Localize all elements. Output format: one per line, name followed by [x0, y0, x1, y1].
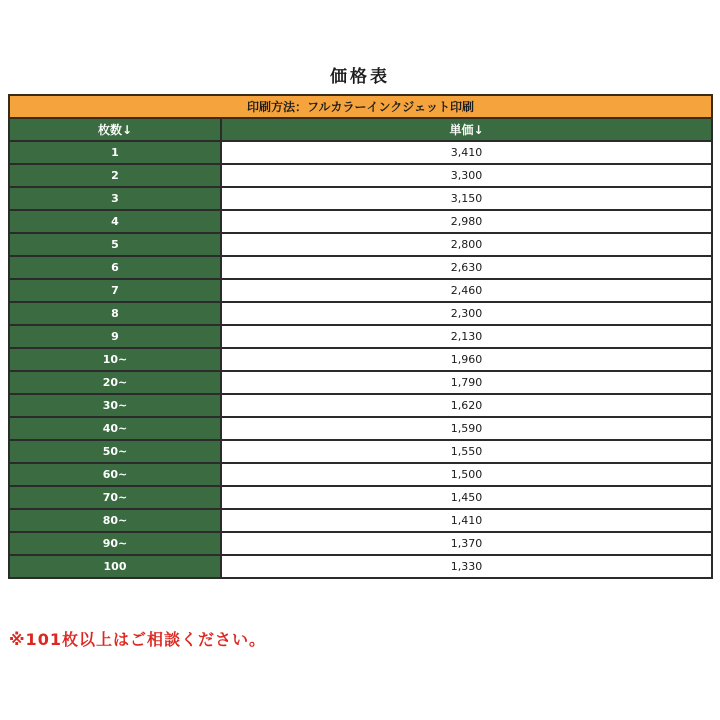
- table-row: [9, 210, 712, 233]
- price-cell: 3,150: [221, 187, 712, 210]
- quantity-cell: 1: [9, 141, 221, 164]
- table-row: [9, 417, 712, 440]
- quantity-cell: 90~: [9, 532, 221, 555]
- method-header-row: [9, 95, 712, 118]
- quantity-cell: 30~: [9, 394, 221, 417]
- quantity-cell: 10~: [9, 348, 221, 371]
- price-cell: 1,450: [221, 486, 712, 509]
- price-table-body: [9, 141, 712, 578]
- quantity-cell: 100: [9, 555, 221, 578]
- table-row: [9, 279, 712, 302]
- price-cell: 1,370: [221, 532, 712, 555]
- quantity-cell: 70~: [9, 486, 221, 509]
- quantity-cell: 7: [9, 279, 221, 302]
- print-method-header: 印刷方法：フルカラーインクジェット印刷: [9, 95, 712, 118]
- price-cell: 2,300: [221, 302, 712, 325]
- table-row: [9, 555, 712, 578]
- price-cell: 2,630: [221, 256, 712, 279]
- table-row: [9, 325, 712, 348]
- quantity-cell: 20~: [9, 371, 221, 394]
- price-cell: 1,620: [221, 394, 712, 417]
- quantity-cell: 3: [9, 187, 221, 210]
- table-row: [9, 463, 712, 486]
- table-row: [9, 141, 712, 164]
- table-row: [9, 187, 712, 210]
- price-cell: 1,590: [221, 417, 712, 440]
- price-cell: 2,800: [221, 233, 712, 256]
- quantity-cell: 5: [9, 233, 221, 256]
- page-title: 価格表: [330, 67, 390, 87]
- price-cell: 3,410: [221, 141, 712, 164]
- table-row: [9, 486, 712, 509]
- price-cell: 1,330: [221, 555, 712, 578]
- quantity-cell: 4: [9, 210, 221, 233]
- price-cell: 1,960: [221, 348, 712, 371]
- table-row: [9, 509, 712, 532]
- column-header-unit-price: 単価↓: [221, 118, 712, 141]
- table-row: [9, 164, 712, 187]
- table-row: [9, 440, 712, 463]
- price-cell: 2,980: [221, 210, 712, 233]
- table-row: [9, 532, 712, 555]
- price-cell: 2,130: [221, 325, 712, 348]
- table-row: [9, 233, 712, 256]
- quantity-cell: 40~: [9, 417, 221, 440]
- quantity-cell: 60~: [9, 463, 221, 486]
- table-row: [9, 348, 712, 371]
- column-header-quantity: 枚数↓: [9, 118, 221, 141]
- table-row: [9, 256, 712, 279]
- quantity-cell: 50~: [9, 440, 221, 463]
- quantity-cell: 6: [9, 256, 221, 279]
- price-table-header: [9, 95, 712, 141]
- quantity-cell: 9: [9, 325, 221, 348]
- quantity-cell: 2: [9, 164, 221, 187]
- price-cell: 1,550: [221, 440, 712, 463]
- price-cell: 1,790: [221, 371, 712, 394]
- price-cell: 2,460: [221, 279, 712, 302]
- quantity-cell: 8: [9, 302, 221, 325]
- table-row: [9, 302, 712, 325]
- price-table: [8, 94, 713, 579]
- column-header-row: [9, 118, 712, 141]
- table-row: [9, 394, 712, 417]
- price-cell: 3,300: [221, 164, 712, 187]
- consultation-note: ※101枚以上はご相談ください。: [9, 630, 266, 649]
- price-cell: 1,500: [221, 463, 712, 486]
- price-cell: 1,410: [221, 509, 712, 532]
- quantity-cell: 80~: [9, 509, 221, 532]
- table-row: [9, 371, 712, 394]
